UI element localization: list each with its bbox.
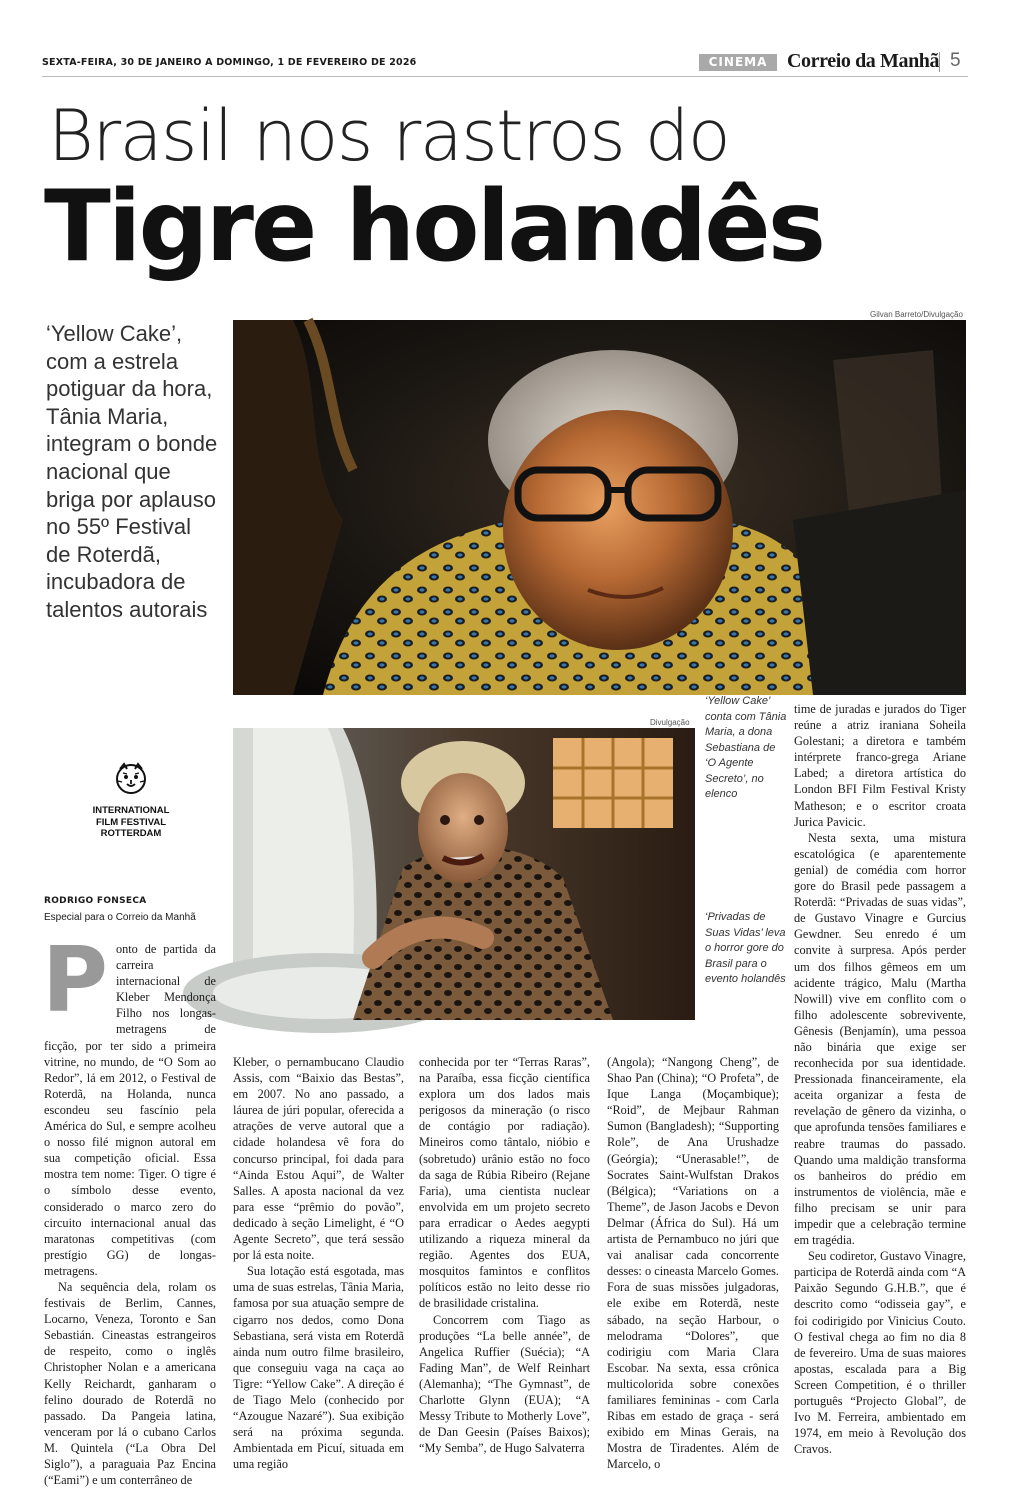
masthead: Correio da Manhã (787, 50, 940, 72)
body-column-3 (419, 1054, 590, 1461)
photo-caption-1: ‘Yellow Cake’ conta com Tânia Maria, a dona Sebastiana de ‘O Agente Secreto’, no elenco (705, 695, 787, 800)
body-column-1 (42, 928, 216, 1488)
tiger-icon (113, 760, 149, 796)
body-paragraph: Na sequência dela, rolam os festivais de Berlim, Cannes, Locarno, Veneza, Toronto e San Sebastián. Cineastas estrangeiros de respeito, como o inglês Christopher Nolan e a americana Kelly Reichardt, ganharam o felino dourado de Roterdã no passado. Da Pangeia latina, venceram por lá o cubano Carlos M. Quintela (“La Obra Del Siglo”), a paraguaia Paz Encina (“Eami”) e um conterrâneo de (44, 1279, 216, 1488)
headline-light: Brasil nos rastros do (48, 95, 730, 177)
main-photo-image (233, 320, 966, 695)
body-paragraph: conhecida por ter “Terras Raras”, na Paraíba, essa ficção científica explora um dos lados mais perigosos da mineração (o risco de contágio por radiação). Mineiros como tântalo, nióbio e (sobretudo) urânio estão no foco da saga de Rúbia Ribeiro (Rejane Faria), uma cientista nuclear envolvida em um projeto secreto para erradicar o Aedes aegypti utilizando a riqueza mineral da região. Agentes dos EUA, mosquitos famintos e conflitos políticos estão no leito desse rio de brasilidade cristalina. (419, 1055, 590, 1311)
byline-role: Especial para o Correio da Manhã (44, 912, 196, 923)
section-label: CINEMA (699, 54, 777, 71)
body-paragraph: Sua lotação está esgotada, mas uma de suas estrelas, Tânia Maria, famosa por sua atuação sempre de cigarro nos dedos, como Dona Sebastiana, será vista em Roterdã ainda num outro filme brasileiro, que conseguiu vaga na caça ao Tigre: “Yellow Cake”. A direção é de Tiago Melo (conhecido por “Azougue Nazaré”). Sua exibição será na próxima segunda. Ambientada em Picuí, situada em uma região (233, 1264, 404, 1472)
byline-author: RODRIGO FONSECA (44, 896, 147, 906)
logo-line-2: FILM FESTIVAL (95, 816, 166, 828)
body-column-5 (794, 701, 966, 1461)
body-column-2 (233, 1054, 404, 1472)
second-photo-image (233, 728, 695, 1020)
main-photo-credit: Gilvan Barreto/Divulgação (870, 310, 963, 319)
drop-cap: P (42, 928, 108, 1033)
festival-logo (76, 760, 186, 840)
body-paragraph: (Angola); “Nangong Cheng”, de Shao Pan (China); “O Profeta”, de Ique Langa (Moçambique); “Roid”, de Mejbaur Rahman Sumon (Bangladesh); “Supporting Role”, de Ana Urushadze (Geórgia); “Unerasable!”, de Socrates Saint-Wulfstan Drakos (Bélgica); “Variations on a Theme”, de Jason Jacobs e Devon Delmar (África do Sul). Há um artista de Pernambuco no júri que vai analisar cada concorrente desses: o cineasta Marcelo Gomes. Fora de suas missões julgadoras, ele exibe em Roterdã, neste sábado, na seção Harbour, o melodrama “Dolores”, que codirigiu com Maria Clara Escobar. Na sexta, essa crônica multicolorida sobre conexões familiares femininas - com Carla Ribas em estado de graça - será exibido em Minas Gerais, na Mostra de Tiradentes. Além de Marcelo, o (607, 1055, 779, 1472)
logo-line-3: ROTTERDAM (100, 828, 162, 839)
body-paragraph: onto de partida da carreira internacional de Kleber Mendonça Filho nos longas-metragens de ficção, por ter sido a primeira vitrine, no mundo, de “O Som ao Redor”, lá em 2012, o Festival de Roterdã, na Holanda, nunca escondeu seu fascínio pela América do Sul, e sempre acolheu o nosso filé mignon autoral em sua competição oficial. Essa mostra tem nome: Tiger. O tigre é o símbolo desse evento, considerado o marco zero do circuito internacional anual das maratonas competitivas (com prestígio GG) de longas-metragens. (44, 942, 216, 1278)
deck-text: ‘Yellow Cake’, com a estrela potiguar da hora, Tânia Maria, integram o bonde nacional que briga por aplauso no 55º Festival de Roterdã, incubadora de talentos autorais (46, 321, 218, 622)
page-header (42, 52, 968, 72)
body-paragraph: Kleber, o pernambucano Claudio Assis, com “Baixio das Bestas”, em 2007. No ano passado, a láurea de júri popular, oferecida a atrações de verve autoral que a cidade holandesa vê fora do concurso principal, foi dada para “Ainda Estou Aqui”, de Walter Salles. A aposta nacional da vez para esse “prêmio do povão”, dedicado à seção Limelight, é “O Agente Secreto”, que terá sessão por lá esta noite. (233, 1055, 404, 1263)
header-rule (42, 76, 968, 77)
header-divider (939, 52, 940, 72)
logo-line-1: INTERNATIONAL (92, 805, 170, 816)
body-paragraph: Nesta sexta, uma mistura escatológica (e aparentemente genial) de comédia com horror gore do Brasil pede passagem a Roterdã: “Privadas de suas vidas”, de Gustavo Vinagre e Gurcius Gewdner. Seu enredo é um convite à surpresa. Após perder um dos filhos gêmeos em um acidente trágico, Malu (Martha Nowill) vive em conflito com o filho adolescente sobrevivente, Gênesis (Benjamín), uma pessoa não binária que exige ser reconhecida por sua identidade. Pressionada financeiramente, ela aceita organizar a festa de revelação de gênero da vizinha, o que aprofunda tensões familiares e reabre traumas do passado. Quando uma maldição transforma os banheiros do prédio em instrumentos de violência, mãe e filho precisam se unir para impedir que a celebração termine em tragédia. (794, 830, 966, 1248)
second-photo-credit: Divulgação (650, 718, 690, 727)
body-column-4 (607, 1054, 779, 1472)
body-paragraph: time de juradas e jurados do Tiger reúne a atriz iraniana Soheila Golestani; a diretora e também intérprete franco-grega Ariane Labed; a diretora artística do London BFI Film Festival Kristy Matheson; e o escritor croata Jurica Pavicic. (794, 702, 966, 829)
body-paragraph: Concorrem com Tiago as produções “La belle année”, de Angelica Ruffier (Suécia); “A Fading Man”, de Welf Reinhart (Alemanha); “The Gymnast”, de Charlotte Glynn (EUA); “A Messy Tribute to Motherly Love”, de Dan Geesin (Países Baixos); “My Semba”, de Hugo Salvaterra (419, 1312, 590, 1456)
headline-heavy: Tigre holandês (44, 170, 824, 284)
second-photo (233, 728, 695, 1020)
body-paragraph: Seu codiretor, Gustavo Vinagre, participa de Roterdã ainda com “A Paixão Segundo G.H.B.”, que é descrito como “odisseia gay”, e foi codirigido por Vinicius Couto. O festival chega ao fim no dia 8 de fevereiro. Uma de suas maiores apostas, escalada para a Big Screen Competition, é o thriller português “Projecto Global”, de Ivo M. Ferreira, ambientado em 1974, em meio à Revolução dos Cravos. (794, 1249, 966, 1457)
photo-caption-2: ‘Privadas de Suas Vidas’ leva o horror gore do Brasil para o evento holandês (705, 911, 786, 985)
page-number: 5 (950, 50, 961, 71)
main-photo (233, 320, 966, 695)
dateline: SEXTA-FEIRA, 30 DE JANEIRO A DOMINGO, 1 DE FEVEREIRO DE 2026 (42, 57, 417, 68)
